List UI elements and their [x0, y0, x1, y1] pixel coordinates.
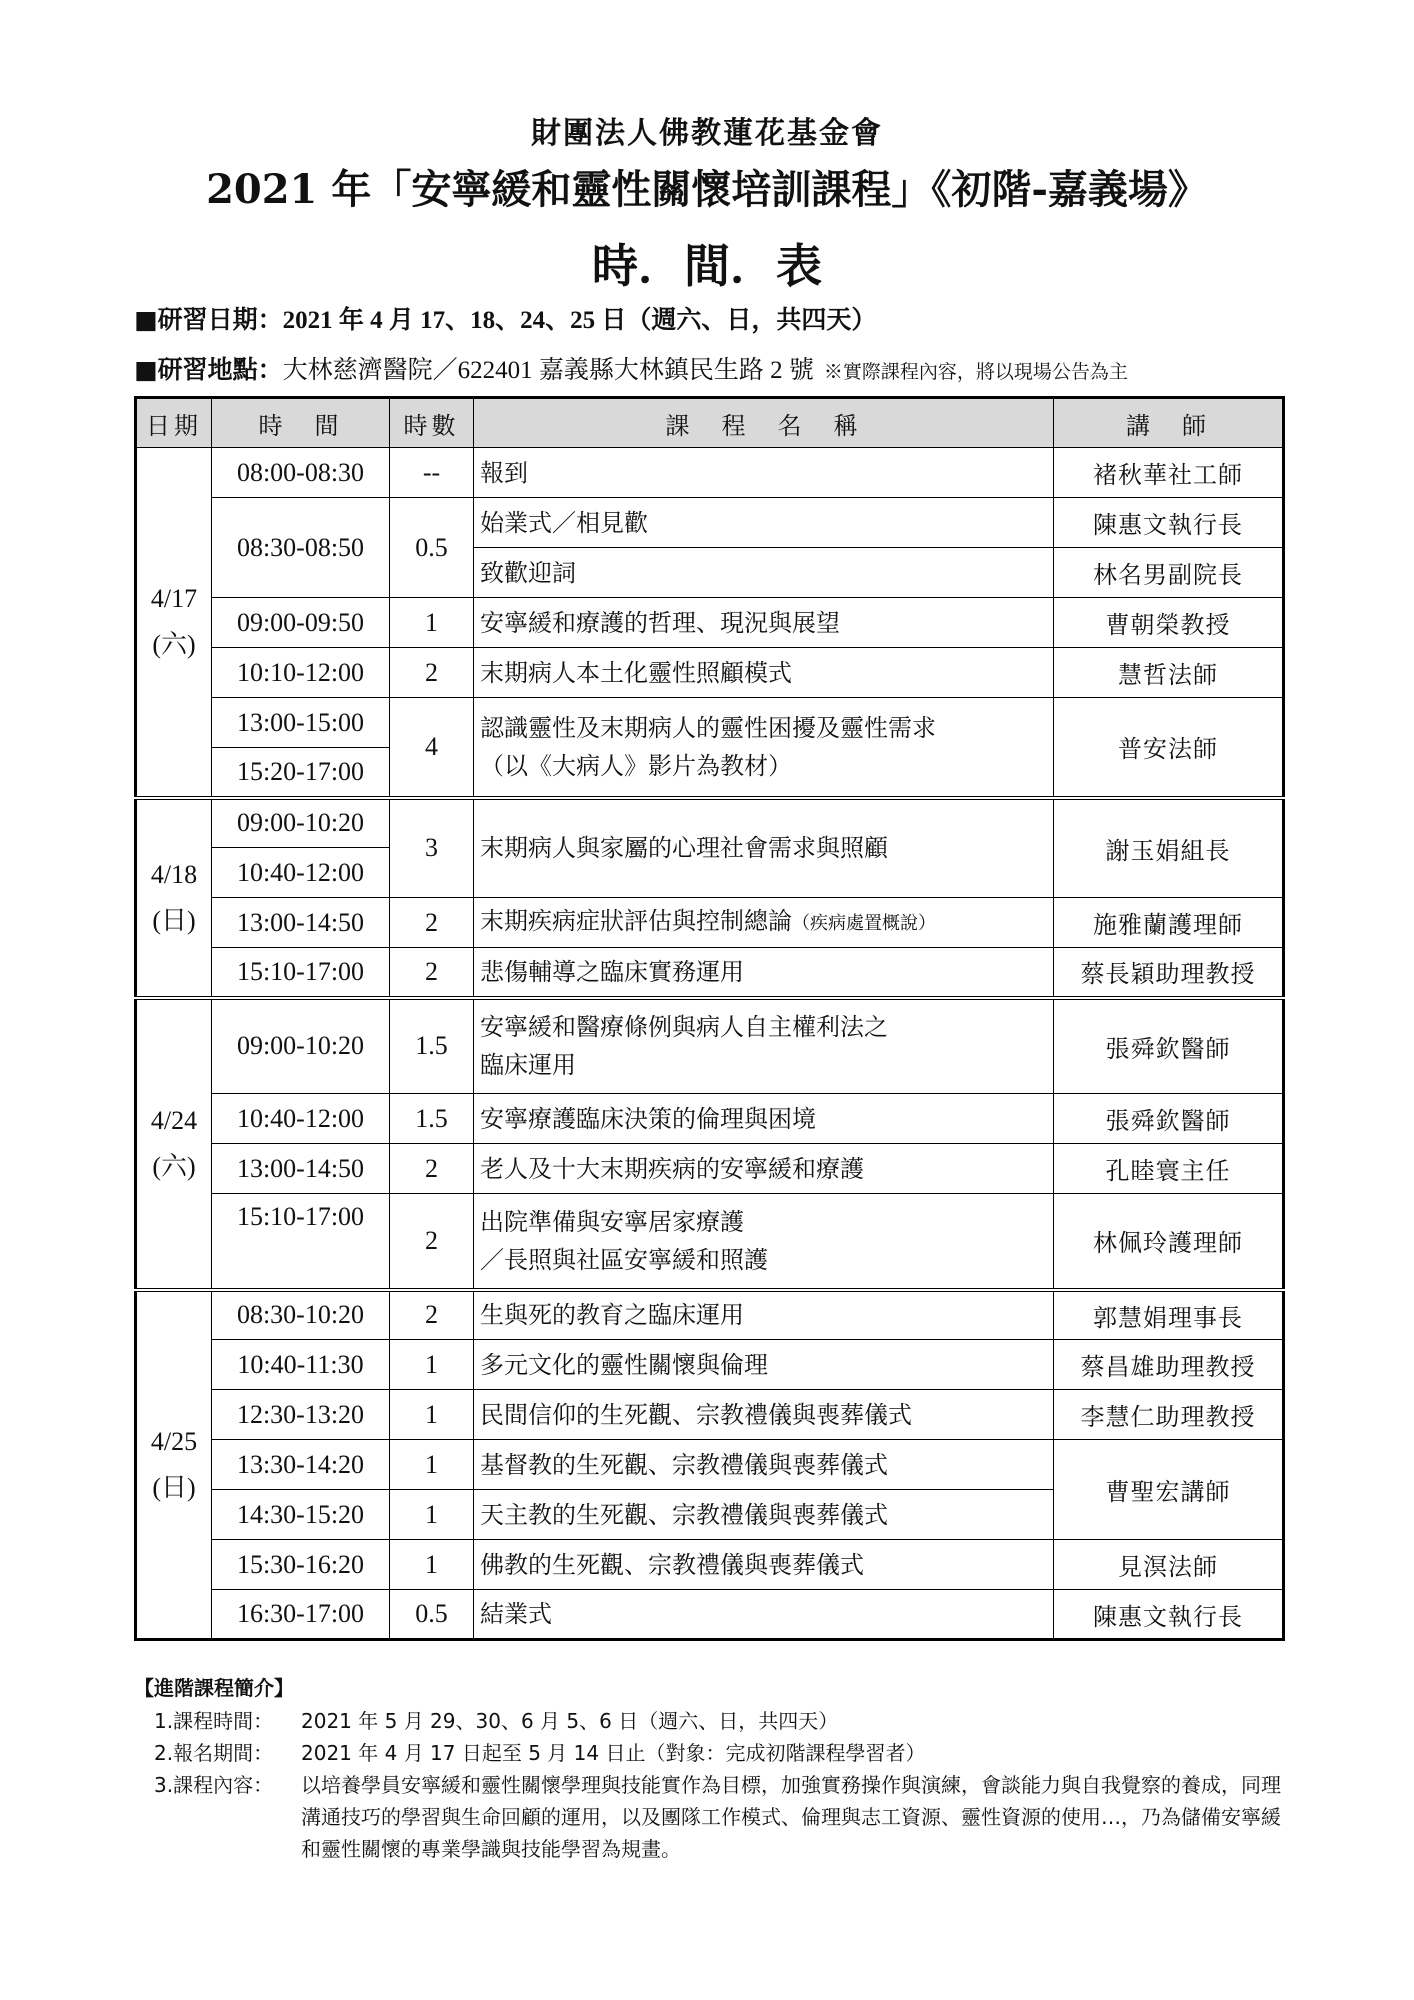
advanced-item — [134, 1737, 1284, 1769]
hours-cell: 0.5 — [390, 498, 474, 598]
header-course: 課 程 名 稱 — [474, 398, 1054, 448]
time-cell: 12:30-13:20 — [212, 1390, 390, 1440]
hours-cell: 1 — [390, 1440, 474, 1490]
course-cell — [474, 698, 1054, 798]
course-line-1: 出院準備與安寧居家療護 — [480, 1207, 744, 1236]
course-cell: 報到 — [474, 448, 1054, 498]
info-place — [134, 350, 1128, 386]
course-cell: 末期病人本土化靈性照顧模式 — [474, 648, 1054, 698]
table-row — [136, 698, 1284, 748]
instructor-cell: 陳惠文執行長 — [1054, 1590, 1284, 1640]
time-cell: 08:00-08:30 — [212, 448, 390, 498]
time-cell: 15:10-17:00 — [212, 948, 390, 998]
instructor-cell: 慧哲法師 — [1054, 648, 1284, 698]
time-cell: 10:40-12:00 — [212, 848, 390, 898]
hours-cell: 3 — [390, 798, 474, 898]
course-cell: 致歡迎詞 — [474, 548, 1054, 598]
hours-cell: 1 — [390, 1490, 474, 1540]
course-cell: 生與死的教育之臨床運用 — [474, 1290, 1054, 1340]
advanced-course-section — [134, 1672, 1284, 1865]
time-cell: 10:10-12:00 — [212, 648, 390, 698]
header-date: 日期 — [136, 398, 212, 448]
course-cell: 末期病人與家屬的心理社會需求與照顧 — [474, 798, 1054, 898]
header-time: 時 間 — [212, 398, 390, 448]
table-row — [136, 1290, 1284, 1340]
course-line-1: 認識靈性及末期病人的靈性困擾及靈性需求 — [480, 713, 936, 742]
course-line-2: 臨床運用 — [480, 1051, 576, 1080]
hours-cell: 2 — [390, 948, 474, 998]
table-row — [136, 498, 1284, 548]
hours-cell: -- — [390, 448, 474, 498]
table-row — [136, 798, 1284, 848]
instructor-cell: 普安法師 — [1054, 698, 1284, 798]
table-row — [136, 998, 1284, 1094]
header-hours: 時數 — [390, 398, 474, 448]
table-row — [136, 1540, 1284, 1590]
schedule-table — [134, 396, 1285, 1641]
instructor-cell: 見溟法師 — [1054, 1540, 1284, 1590]
time-cell: 09:00-10:20 — [212, 998, 390, 1094]
course-line-2: ／長照與社區安寧緩和照護 — [480, 1245, 768, 1274]
course-cell: 老人及十大末期疾病的安寧緩和療護 — [474, 1144, 1054, 1194]
table-row — [136, 598, 1284, 648]
advanced-item-text: 以培養學員安寧緩和靈性關懷學理與技能實作為目標，加強實務操作與演練，會談能力與自我覺察的養成，同理溝通技巧的學習與生命回顧的運用，以及團隊工作模式、倫理與志工資源、靈性資源的使用…，乃為儲備安寧緩和靈性關懷的專業學識與技能學習為規畫。 — [301, 1773, 1281, 1861]
instructor-cell: 曹聖宏講師 — [1054, 1440, 1284, 1540]
advanced-item-text: 2021 年 5 月 29、30、6 月 5、6 日（週六、日，共四天） — [301, 1709, 839, 1733]
course-cell: 安寧緩和療護的哲理、現況與展望 — [474, 598, 1054, 648]
page-title: 2021 年「安寧緩和靈性關懷培訓課程」《初階-嘉義場》 — [206, 166, 1208, 213]
advanced-item-key: 1.課程時間： — [154, 1709, 274, 1733]
instructor-cell: 褚秋華社工師 — [1054, 448, 1284, 498]
instructor-cell: 郭慧娟理事長 — [1054, 1290, 1284, 1340]
time-cell: 10:40-11:30 — [212, 1340, 390, 1390]
advanced-item-key: 3.課程內容： — [154, 1773, 274, 1797]
time-cell: 09:00-10:20 — [212, 798, 390, 848]
day-date: 4/18 — [150, 859, 198, 889]
course-cell: 結業式 — [474, 1590, 1054, 1640]
table-row — [136, 948, 1284, 998]
table-row — [136, 1194, 1284, 1290]
info-date-label: ■研習日期： — [134, 305, 283, 334]
day-date: 4/25 — [150, 1426, 198, 1456]
time-cell: 08:30-10:20 — [212, 1290, 390, 1340]
day-date: 4/24 — [150, 1105, 198, 1135]
info-place-label: ■研習地點： — [134, 355, 283, 384]
day-cell — [136, 1290, 212, 1640]
time-cell: 13:00-14:50 — [212, 1144, 390, 1194]
hours-cell: 1 — [390, 1390, 474, 1440]
hours-cell: 1.5 — [390, 998, 474, 1094]
day-cell — [136, 998, 212, 1290]
header-instructor: 講 師 — [1054, 398, 1284, 448]
day-of-week: (日) — [152, 905, 196, 935]
instructor-cell: 林佩玲護理師 — [1054, 1194, 1284, 1290]
time-cell: 09:00-09:50 — [212, 598, 390, 648]
table-row — [136, 1340, 1284, 1390]
table-row — [136, 1144, 1284, 1194]
course-cell: 民間信仰的生死觀、宗教禮儀與喪葬儀式 — [474, 1390, 1054, 1440]
course-cell — [474, 1194, 1054, 1290]
hours-cell: 1 — [390, 598, 474, 648]
course-cell: 佛教的生死觀、宗教禮儀與喪葬儀式 — [474, 1540, 1054, 1590]
time-cell: 15:20-17:00 — [212, 748, 390, 798]
page-subtitle: 時．間．表 — [592, 239, 822, 293]
instructor-cell: 蔡長穎助理教授 — [1054, 948, 1284, 998]
course-cell — [474, 898, 1054, 948]
time-cell: 13:00-14:50 — [212, 898, 390, 948]
info-date-value: 2021 年 4 月 17、18、24、25 日（週六、日，共四天） — [282, 307, 877, 334]
course-line-1: 末期疾病症狀評估與控制總論 — [480, 907, 792, 935]
table-row — [136, 1390, 1284, 1440]
table-row — [136, 1590, 1284, 1640]
hours-cell: 2 — [390, 898, 474, 948]
course-cell: 安寧療護臨床決策的倫理與困境 — [474, 1094, 1054, 1144]
hours-cell: 1 — [390, 1540, 474, 1590]
day-cell — [136, 448, 212, 798]
advanced-item — [134, 1769, 1284, 1865]
instructor-cell: 謝玉娟組長 — [1054, 798, 1284, 898]
hours-cell: 1.5 — [390, 1094, 474, 1144]
time-cell: 13:30-14:20 — [212, 1440, 390, 1490]
course-cell — [474, 998, 1054, 1094]
info-place-value: 大林慈濟醫院／622401 嘉義縣大林鎮民生路 2 號 — [282, 357, 814, 384]
table-row — [136, 1440, 1284, 1490]
hours-cell: 0.5 — [390, 1590, 474, 1640]
time-cell: 08:30-08:50 — [212, 498, 390, 598]
day-cell — [136, 798, 212, 998]
time-cell: 10:40-12:00 — [212, 1094, 390, 1144]
hours-cell: 2 — [390, 1290, 474, 1340]
organization-name: 財團法人佛教蓮花基金會 — [531, 116, 883, 151]
time-cell: 14:30-15:20 — [212, 1490, 390, 1540]
advanced-item-text: 2021 年 4 月 17 日起至 5 月 14 日止（對象：完成初階課程學習者） — [301, 1741, 926, 1765]
table-row — [136, 898, 1284, 948]
instructor-cell: 陳惠文執行長 — [1054, 498, 1284, 548]
advanced-item-key: 2.報名期間： — [154, 1741, 274, 1765]
course-line-2: （以《大病人》影片為教材） — [480, 751, 792, 780]
day-date: 4/17 — [150, 583, 198, 613]
advanced-item — [134, 1705, 1284, 1737]
course-note: （疾病處置概說） — [792, 913, 936, 934]
course-cell: 基督教的生死觀、宗教禮儀與喪葬儀式 — [474, 1440, 1054, 1490]
instructor-cell: 林名男副院長 — [1054, 548, 1284, 598]
table-row — [136, 448, 1284, 498]
course-cell: 始業式／相見歡 — [474, 498, 1054, 548]
instructor-cell: 蔡昌雄助理教授 — [1054, 1340, 1284, 1390]
instructor-cell: 施雅蘭護理師 — [1054, 898, 1284, 948]
table-header-row — [136, 398, 1284, 448]
time-cell: 15:10-17:00 — [212, 1194, 390, 1290]
day-of-week: (日) — [152, 1472, 196, 1502]
time-cell: 13:00-15:00 — [212, 698, 390, 748]
instructor-cell: 曹朝榮教授 — [1054, 598, 1284, 648]
course-cell: 悲傷輔導之臨床實務運用 — [474, 948, 1054, 998]
time-cell: 15:30-16:20 — [212, 1540, 390, 1590]
course-line-1: 安寧緩和醫療條例與病人自主權利法之 — [480, 1013, 888, 1042]
day-of-week: (六) — [152, 629, 196, 659]
hours-cell: 2 — [390, 1144, 474, 1194]
table-row — [136, 648, 1284, 698]
course-cell: 天主教的生死觀、宗教禮儀與喪葬儀式 — [474, 1490, 1054, 1540]
instructor-cell: 張舜欽醫師 — [1054, 1094, 1284, 1144]
time-cell: 16:30-17:00 — [212, 1590, 390, 1640]
course-cell: 多元文化的靈性關懷與倫理 — [474, 1340, 1054, 1390]
info-date — [134, 300, 876, 336]
hours-cell: 4 — [390, 698, 474, 798]
info-place-note: ※實際課程內容，將以現場公告為主 — [823, 362, 1128, 383]
instructor-cell: 張舜欽醫師 — [1054, 998, 1284, 1094]
day-of-week: (六) — [152, 1151, 196, 1181]
hours-cell: 2 — [390, 1194, 474, 1290]
advanced-heading: 【進階課程簡介】 — [134, 1676, 294, 1700]
table-row — [136, 1094, 1284, 1144]
instructor-cell: 李慧仁助理教授 — [1054, 1390, 1284, 1440]
hours-cell: 2 — [390, 648, 474, 698]
instructor-cell: 孔睦寰主任 — [1054, 1144, 1284, 1194]
hours-cell: 1 — [390, 1340, 474, 1390]
